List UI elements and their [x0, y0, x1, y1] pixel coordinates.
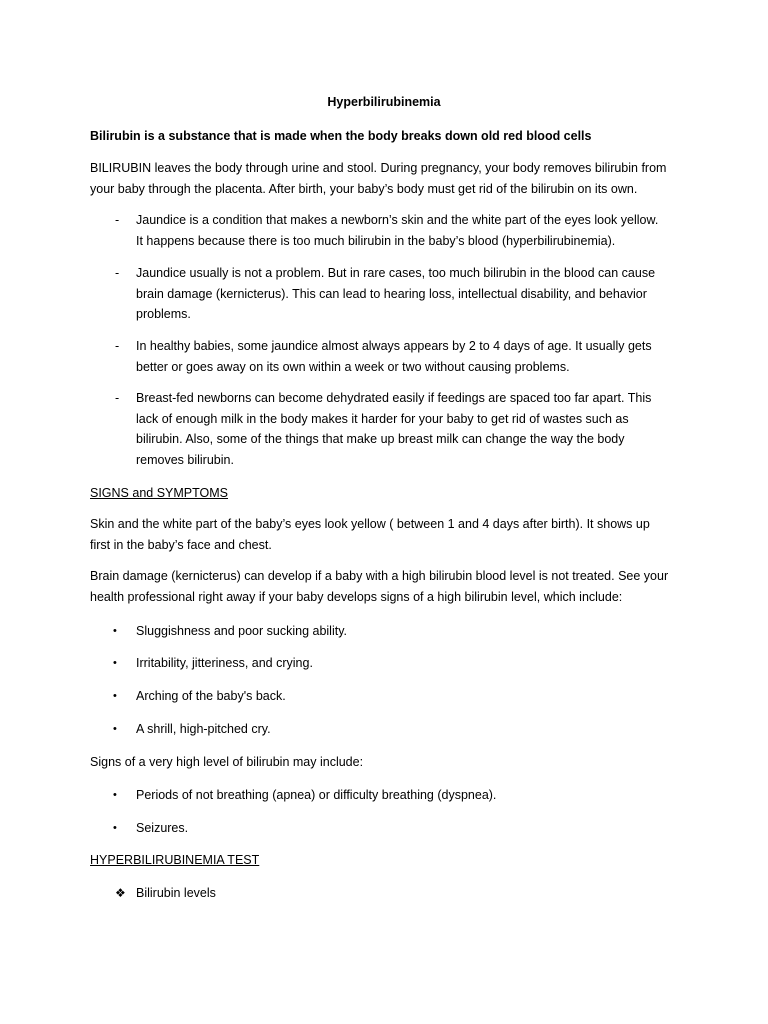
bullet-text: Irritability, jitteriness, and crying.	[136, 656, 313, 670]
intro-paragraph-line: your baby through the placenta. After birth, your baby’s body must get rid of the bilirubin on its own.	[90, 181, 638, 196]
document-title: Hyperbilirubinemia	[327, 95, 441, 109]
list-item-line: Jaundice is a condition that makes a newborn’s skin and the white part of the eyes look yellow.	[136, 213, 659, 227]
intro-paragraph	[90, 158, 690, 199]
list-item-line: better or goes away on its own within a week or two without causing problems.	[136, 359, 570, 374]
kernicterus-paragraph	[90, 566, 690, 607]
bullet-list-item	[113, 621, 673, 642]
test-item-text: Bilirubin levels	[136, 886, 216, 900]
list-item-line: brain damage (kernicterus). This can lead to hearing loss, intellectual disability, and behavior	[136, 286, 647, 301]
diamond-bullet-icon: ❖	[115, 886, 126, 900]
list-item-line: Jaundice usually is not a problem. But in rare cases, too much bilirubin in the blood can cause	[136, 266, 656, 280]
bullet-marker: •	[113, 625, 117, 637]
bullet-text: Arching of the baby's back.	[136, 689, 286, 703]
bullet-list-item	[113, 719, 673, 740]
signs-paragraph-line: Skin and the white part of the baby’s eyes look yellow ( between 1 and 4 days after birth). It shows up	[90, 517, 650, 531]
bullet-text: Sluggishness and poor sucking ability.	[136, 624, 348, 638]
signs-heading: SIGNS and SYMPTOMS	[90, 486, 229, 500]
dash-marker: -	[115, 266, 120, 280]
bullet-text: A shrill, high-pitched cry.	[136, 722, 271, 736]
bullet-list-item	[113, 785, 673, 806]
list-item-line: In healthy babies, some jaundice almost always appears by 2 to 4 days of age. It usually gets	[136, 339, 652, 353]
dash-list-item	[115, 388, 675, 470]
dash-list-item	[115, 210, 675, 251]
list-item-line: removes bilirubin.	[136, 452, 234, 467]
bullet-marker: •	[113, 723, 117, 735]
list-item-line: Breast-fed newborns can become dehydrated easily if feedings are spaced too far apart. This	[136, 391, 652, 405]
list-item-line: It happens because there is too much bilirubin in the baby’s blood (hyperbilirubinemia).	[136, 233, 616, 248]
dash-marker: -	[115, 213, 120, 227]
list-item-line: problems.	[136, 307, 191, 321]
list-item-line: lack of enough milk in the body makes it harder for your baby to get rid of wastes such as	[136, 411, 629, 426]
bullet-marker: •	[113, 657, 117, 669]
bullet-text: Seizures.	[136, 821, 189, 835]
bullet-text: Periods of not breathing (apnea) or difficulty breathing (dyspnea).	[136, 788, 497, 802]
dash-list-item	[115, 263, 675, 325]
intro-paragraph-line: BILIRUBIN leaves the body through urine and stool. During pregnancy, your body removes bilirubin from	[90, 161, 667, 175]
bullet-marker: •	[113, 690, 117, 702]
test-heading: HYPERBILIRUBINEMIA TEST	[90, 853, 260, 867]
kernicterus-paragraph-line: Brain damage (kernicterus) can develop if a baby with a high bilirubin blood level is not treated. See your	[90, 569, 669, 583]
bullet-marker: •	[113, 789, 117, 801]
signs-paragraph	[90, 514, 690, 555]
bullet-list-item	[113, 653, 673, 674]
kernicterus-paragraph-line: health professional right away if your baby develops signs of a high bilirubin level, which include:	[90, 589, 623, 604]
very-high-intro: Signs of a very high level of bilirubin may include:	[90, 755, 364, 769]
list-item-line: bilirubin. Also, some of the things that make up breast milk can change the way the body	[136, 432, 625, 446]
test-list-item	[115, 883, 675, 904]
signs-paragraph-line: first in the baby’s face and chest.	[90, 537, 272, 552]
dash-marker: -	[115, 391, 120, 405]
intro-bold-statement: Bilirubin is a substance that is made when the body breaks down old red blood cells	[90, 129, 592, 143]
bullet-marker: •	[113, 822, 117, 834]
bullet-list-item	[113, 686, 673, 707]
dash-marker: -	[115, 339, 120, 353]
dash-list-item	[115, 336, 675, 377]
bullet-list-item	[113, 818, 673, 839]
